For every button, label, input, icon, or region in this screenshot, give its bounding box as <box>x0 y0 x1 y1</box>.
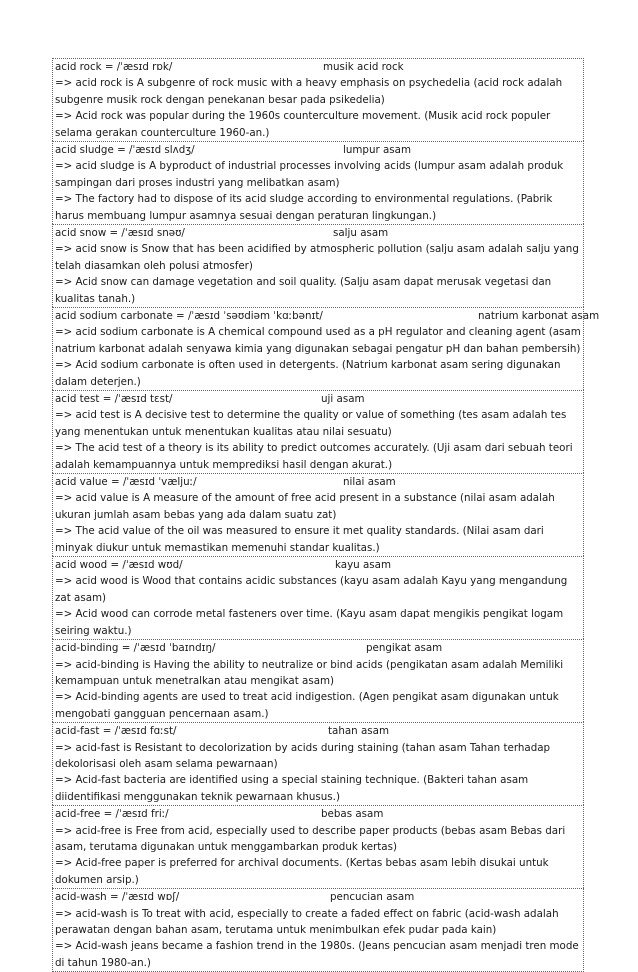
entry-head <box>55 557 581 573</box>
entry-meaning: tahan asam <box>328 725 389 738</box>
entry-meaning: musik acid rock <box>323 61 404 73</box>
entry-acid-wash <box>52 888 584 972</box>
entry-definition: => acid wood is Wood that contains acidic substances (kayu asam adalah Kayu yang mengandung zat asam) <box>55 575 568 604</box>
entry-term: acid-binding = /ˈæsɪd ˈbaɪndɪŋ/ <box>55 642 216 655</box>
entry-meaning: natrium karbonat asam <box>478 310 600 323</box>
entry-example: => The acid test of a theory is its ability to predict outcomes accurately. (Uji asam dari sebuah teori adalah kemampuannya untuk memprediksi hasil dengan akurat.) <box>55 442 573 471</box>
entry-definition: => acid-binding is Having the ability to neutralize or bind acids (pengikatan asam adalah Memiliki kemampuan untuk menetralkan atau mengikat asam) <box>55 658 564 687</box>
entry-term: acid snow = /ˈæsɪd snəʊ/ <box>55 227 185 240</box>
entry-definition: => acid-fast is Resistant to decolorization by acids during staining (tahan asam Tahan terhadap dekolorisasi oleh asam selama pewarnaan) <box>55 741 551 770</box>
entry-head <box>55 391 581 407</box>
entry-acid-fast <box>52 722 584 805</box>
entry-meaning: uji asam <box>321 393 365 406</box>
entry-head <box>55 474 581 490</box>
entry-term: acid-fast = /ˈæsɪd fɑːst/ <box>55 725 177 738</box>
entry-example: => Acid sodium carbonate is often used in detergents. (Natrium karbonat asam sering digunakan dalam deterjen.) <box>55 359 561 388</box>
entry-example: => The factory had to dispose of its acid sludge according to environmental regulations. (Pabrik harus membuang lumpur asamnya sesuai dengan peraturan lingkungan.) <box>55 193 553 222</box>
entry-term: acid rock = /ˈæsɪd rɒk/ <box>55 61 173 73</box>
entry-acid-sodium-carbonate <box>52 307 600 390</box>
entry-term: acid sodium carbonate = /ˈæsɪd ˈsəʊdiəm ˈkɑːbənɪt/ <box>55 310 323 323</box>
entry-example: => Acid-binding agents are used to treat acid indigestion. (Agen pengikat asam digunakan untuk mengobati gangguan pencernaan asam.) <box>55 691 559 720</box>
entry-acid-test <box>52 390 584 473</box>
entry-head <box>55 723 581 739</box>
entry-head <box>55 889 581 905</box>
entry-example: => Acid rock was popular during the 1960s counterculture movement. (Musik acid rock populer selama gerakan counterculture 1960-an.) <box>55 110 551 139</box>
entry-acid-snow <box>52 224 584 307</box>
entry-example: => Acid-wash jeans became a fashion trend in the 1980s. (Jeans pencucian asam menjadi tren mode di tahun 1980-an.) <box>55 940 579 969</box>
entry-term: acid wood = /ˈæsɪd wʊd/ <box>55 559 183 572</box>
entry-definition: => acid sludge is A byproduct of industrial processes involving acids (lumpur asam adalah produk sampingan dari proses industri yang melibatkan asam) <box>55 160 564 189</box>
entry-head <box>55 308 600 324</box>
entry-definition: => acid test is A decisive test to determine the quality or value of something (tes asam adalah tes yang menentukan untuk menentukan kualitas atau nilai sesuatu) <box>55 409 567 438</box>
entry-example: => Acid-free paper is preferred for archival documents. (Kertas bebas asam lebih disukai untuk dokumen arsip.) <box>55 857 549 886</box>
entry-acid-rock <box>52 58 584 141</box>
entry-definition: => acid sodium carbonate is A chemical compound used as a pH regulator and cleaning agent (asam natrium karbonat adalah senyawa kimia yang digunakan sebagai pengatur pH dan bahan pembersih) <box>55 326 581 355</box>
entry-definition: => acid snow is Snow that has been acidified by atmospheric pollution (salju asam adalah salju yang telah diasamkan oleh polusi atmosfer) <box>55 243 579 272</box>
entry-definition: => acid-wash is To treat with acid, especially to create a faded effect on fabric (acid-wash adalah perawatan dengan bahan asam, terutama untuk menimbulkan efek pudar pada kain) <box>55 907 559 936</box>
entry-acid-wood <box>52 556 584 639</box>
entry-head <box>55 59 581 75</box>
entry-head <box>55 225 581 241</box>
entry-term: acid test = /ˈæsɪd tɛst/ <box>55 393 173 406</box>
entry-meaning: kayu asam <box>335 559 391 572</box>
entry-acid-sludge <box>52 141 584 224</box>
entry-meaning: bebas asam <box>321 808 384 821</box>
entry-definition: => acid-free is Free from acid, especially used to describe paper products (bebas asam Bebas dari asam, terutama digunakan untuk menggambarkan produk kertas) <box>55 824 566 853</box>
glossary-table <box>52 58 600 972</box>
entry-acid-value <box>52 473 584 556</box>
entry-term: acid-wash = /ˈæsɪd wɒʃ/ <box>55 891 180 904</box>
entry-head <box>55 142 581 158</box>
entry-definition: => acid value is A measure of the amount of free acid present in a substance (nilai asam adalah ukuran jumlah asam bebas yang ada dalam suatu zat) <box>55 492 555 521</box>
entry-head <box>55 806 581 822</box>
entry-acid-binding <box>52 639 584 722</box>
entry-meaning: pencucian asam <box>330 891 415 904</box>
entry-term: acid-free = /ˈæsɪd friː/ <box>55 808 169 821</box>
entry-example: => Acid-fast bacteria are identified using a special staining technique. (Bakteri tahan asam diidentifikasi menggunakan teknik pewarnaan khusus.) <box>55 774 529 803</box>
entry-meaning: pengikat asam <box>366 642 443 655</box>
entry-example: => Acid wood can corrode metal fasteners over time. (Kayu asam dapat mengikis pengikat logam seiring waktu.) <box>55 608 564 637</box>
entry-meaning: nilai asam <box>343 476 396 489</box>
entry-example: => Acid snow can damage vegetation and soil quality. (Salju asam dapat merusak vegetasi dan kualitas tanah.) <box>55 276 552 305</box>
entry-term: acid value = /ˈæsɪd ˈvæljuː/ <box>55 476 197 489</box>
entry-head <box>55 640 581 656</box>
entry-acid-free <box>52 805 584 888</box>
entry-definition: => acid rock is A subgenre of rock music with a heavy emphasis on psychedelia (acid rock adalah subgenre musik rock dengan penekanan besar pada psikedelia) <box>55 77 563 106</box>
entry-meaning: lumpur asam <box>343 144 412 157</box>
entry-meaning: salju asam <box>333 227 389 240</box>
entry-example: => The acid value of the oil was measured to ensure it met quality standards. (Nilai asam dari minyak diukur untuk memastikan memenuhi standar kualitas.) <box>55 525 544 554</box>
entry-term: acid sludge = /ˈæsɪd slʌdʒ/ <box>55 144 195 157</box>
